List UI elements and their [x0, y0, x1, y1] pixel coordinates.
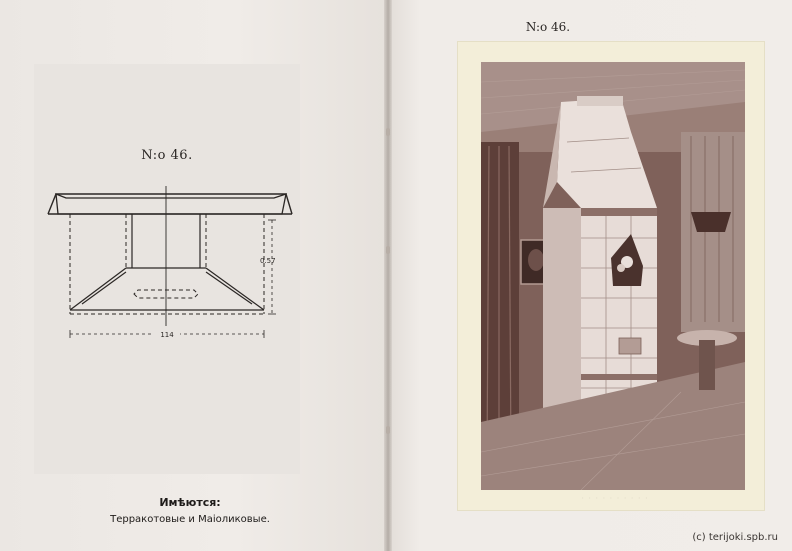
mat-caption-faint: · · · · · · · · · ·: [581, 494, 649, 503]
plate-number: N:o 46.: [525, 20, 571, 34]
stove-plan-drawing: [34, 64, 300, 474]
binding-stitch: [386, 246, 390, 254]
binding-stitch: [386, 128, 390, 136]
drawing-title: N:o 46.: [141, 148, 193, 163]
caption-title: Имѣются:: [159, 496, 221, 509]
copyright-watermark: (c) terijoki.spb.ru: [692, 532, 778, 543]
stove-interior-photo: [481, 62, 745, 490]
interior-illustration: [481, 62, 745, 490]
caption-materials: Терракотовые и Маіоликовые.: [110, 514, 270, 525]
height-dimension-label: 0.57: [260, 257, 276, 265]
binding-stitch: [386, 426, 390, 434]
width-dimension-label: 114: [160, 331, 174, 339]
plan-svg: [34, 64, 300, 474]
book-gutter: [384, 0, 392, 551]
